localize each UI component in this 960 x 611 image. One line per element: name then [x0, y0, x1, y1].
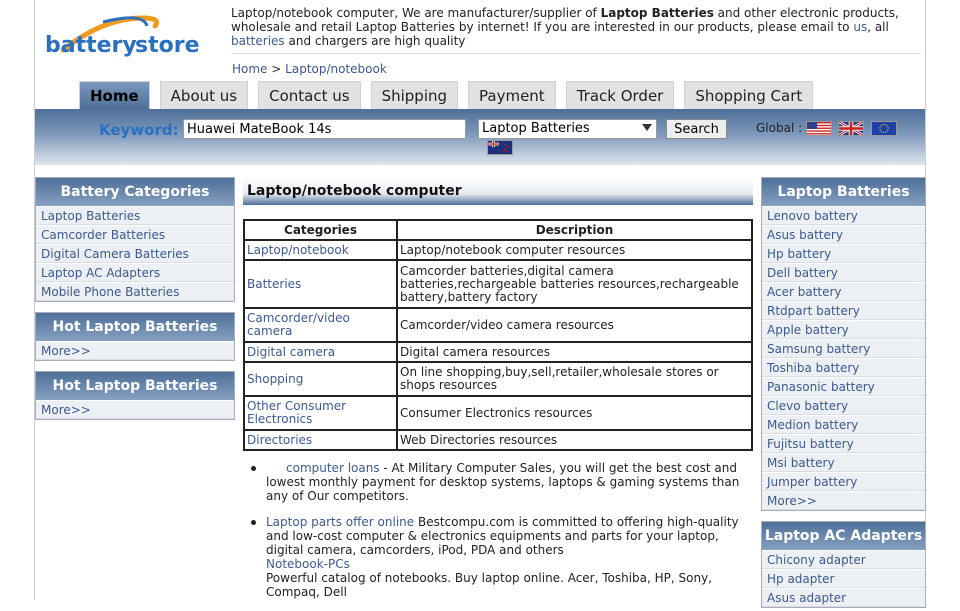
- category-laptop-batteries: Laptop Batteries: [36, 206, 234, 225]
- partner-links: [243, 461, 753, 611]
- laptop-battery-link[interactable]: Samsung battery: [767, 342, 871, 356]
- hot-laptop-batteries-title: Hot Laptop Batteries: [36, 372, 234, 400]
- more-link[interactable]: More>>: [41, 403, 91, 417]
- laptop-battery-link[interactable]: Msi battery: [767, 456, 835, 470]
- column-header-categories: Categories: [244, 220, 397, 240]
- laptop-batteries-box: [761, 177, 926, 511]
- laptop-battery-link[interactable]: Medion battery: [767, 418, 859, 432]
- main-content: [243, 177, 753, 599]
- main-nav-tabs: [79, 81, 823, 109]
- ac-adapter-item: [762, 569, 925, 588]
- laptop-battery-item: [762, 472, 925, 491]
- category-description: Consumer Electronics resources: [397, 396, 752, 430]
- battery-categories-box: [35, 177, 235, 302]
- laptop-battery-link[interactable]: Asus battery: [767, 228, 843, 242]
- laptop-battery-item: [762, 206, 925, 225]
- list-item: computer loans - At Military Computer Sales, you will get the best cost and lowest monthly payment for desktop systems, laptops & gaming systems than any of Our competitors.: [243, 461, 753, 503]
- hot-laptop-batteries-box-1: [35, 312, 235, 361]
- category-select[interactable]: [478, 119, 657, 139]
- tab-home[interactable]: Home: [79, 81, 150, 109]
- tab-about-us[interactable]: About us: [160, 81, 248, 109]
- hot-more-link-item: [36, 400, 234, 419]
- laptop-battery-link[interactable]: Dell battery: [767, 266, 838, 280]
- more-link[interactable]: More>>: [41, 344, 91, 358]
- laptop-battery-link[interactable]: Rtdpart battery: [767, 304, 860, 318]
- laptop-battery-item: [762, 377, 925, 396]
- category-link[interactable]: Laptop/notebook: [247, 242, 349, 257]
- category-description: Camcorder batteries,digital camera batteries,rechargeable batteries resources,rechargeable battery,battery factory: [397, 260, 752, 308]
- laptop-battery-item: [762, 301, 925, 320]
- computer-loans-link[interactable]: computer loans: [286, 461, 380, 475]
- notebook-pcs-link[interactable]: Notebook-PCs: [266, 557, 350, 571]
- page: [34, 0, 926, 605]
- chevron-down-icon: [642, 124, 652, 131]
- eu-flag-icon[interactable]: [871, 121, 897, 136]
- batteries-link[interactable]: batteries: [231, 34, 285, 48]
- bullet-icon: [251, 466, 256, 471]
- intro-text: Laptop/notebook computer, We are manufacturer/supplier of Laptop Batteries and other electronic products, wholesale and retail Laptop Batteries by internet! If you are interested in our products, please email to us, all batteries and chargers are high quality: [231, 6, 899, 48]
- laptop-battery-link[interactable]: Toshiba battery: [767, 361, 860, 375]
- battery-store-logo[interactable]: [43, 12, 203, 62]
- category-mobile-phone-batteries: Mobile Phone Batteries: [36, 282, 234, 301]
- category-description: Camcorder/video camera resources: [397, 308, 752, 342]
- search-bar: [35, 109, 925, 165]
- category-link[interactable]: Batteries: [247, 276, 302, 291]
- laptop-battery-link[interactable]: Acer battery: [767, 285, 842, 299]
- hot-more-link-item: [36, 341, 234, 360]
- category-laptop-ac-adapters: Laptop AC Adapters: [36, 263, 234, 282]
- hot-laptop-batteries-box-2: [35, 371, 235, 420]
- list-item: Notebook-PCs Powerful catalog of notebooks. Buy laptop online. Acer, Toshiba, HP, Sony, Compaq, Dell: [266, 557, 713, 599]
- laptop-battery-item: [762, 434, 925, 453]
- laptop-battery-item: [762, 415, 925, 434]
- category-description: Laptop/notebook computer resources: [397, 240, 752, 260]
- laptop-ac-adapters-box: [761, 521, 926, 608]
- logo-text-battery: battery: [45, 33, 137, 58]
- tab-shipping[interactable]: Shipping: [371, 81, 458, 109]
- list-item: Laptop parts offer online Bestcompu.com is committed to offering high-quality and low-cost computer & electronics equipments and parts for your laptop, digital camera, camcorders, iPod, PDA and others: [243, 515, 753, 557]
- table-row: [244, 240, 752, 260]
- category-camcorder-batteries: Camcorder Batteries: [36, 225, 234, 244]
- laptop-battery-item: [762, 282, 925, 301]
- table-row: [244, 362, 752, 396]
- hot-laptop-batteries-title: Hot Laptop Batteries: [36, 313, 234, 341]
- laptop-battery-item: [762, 396, 925, 415]
- laptop-battery-link[interactable]: Jumper battery: [767, 475, 858, 489]
- category-digital-camera-batteries: Digital Camera Batteries: [36, 244, 234, 263]
- laptop-battery-link[interactable]: Lenovo battery: [767, 209, 858, 223]
- page-title: Laptop/notebook computer: [243, 177, 753, 205]
- search-button[interactable]: Search: [666, 119, 727, 139]
- ac-adapter-link[interactable]: Hp adapter: [767, 572, 835, 586]
- ac-adapter-link[interactable]: Asus adapter: [767, 591, 847, 605]
- laptop-battery-link[interactable]: More>>: [767, 494, 817, 508]
- ac-adapter-item: [762, 550, 925, 569]
- laptop-parts-link[interactable]: Laptop parts offer online: [266, 515, 415, 529]
- categories-table: [243, 219, 753, 451]
- category-link[interactable]: Shopping: [247, 371, 304, 386]
- intro-divider: [231, 53, 921, 54]
- battery-categories-title: Battery Categories: [36, 178, 234, 206]
- category-description: On line shopping,buy,sell,retailer,wholesale stores or shops resources: [397, 362, 752, 396]
- column-header-description: Description: [397, 220, 752, 240]
- table-row: [244, 308, 752, 342]
- tab-contact-us[interactable]: Contact us: [258, 81, 360, 109]
- tab-payment[interactable]: Payment: [468, 81, 556, 109]
- laptop-battery-item: [762, 358, 925, 377]
- breadcrumb-separator: >: [271, 62, 282, 76]
- laptop-battery-link[interactable]: Panasonic battery: [767, 380, 875, 394]
- tab-track-order[interactable]: Track Order: [566, 81, 675, 109]
- laptop-battery-link[interactable]: Fujitsu battery: [767, 437, 854, 451]
- category-link[interactable]: Directories: [247, 432, 313, 447]
- category-description: Digital camera resources: [397, 342, 752, 362]
- laptop-battery-item: [762, 453, 925, 472]
- keyword-label: Keyword:: [99, 121, 179, 139]
- laptop-battery-link[interactable]: Hp battery: [767, 247, 832, 261]
- laptop-battery-item: [762, 491, 925, 510]
- keyword-input[interactable]: [183, 119, 466, 139]
- table-row: [244, 430, 752, 450]
- table-header-row: [244, 220, 752, 240]
- laptop-ac-adapters-title: Laptop AC Adapters: [762, 522, 925, 550]
- category-link[interactable]: Digital camera: [247, 344, 336, 359]
- ac-adapter-item: [762, 588, 925, 607]
- us-flag-icon[interactable]: [806, 121, 832, 136]
- table-row: [244, 342, 752, 362]
- laptop-battery-item: [762, 320, 925, 339]
- breadcrumb-current[interactable]: Laptop/notebook: [285, 62, 387, 76]
- category-link[interactable]: Other Consumer Electronics: [247, 399, 347, 426]
- ac-adapter-link[interactable]: Chicony adapter: [767, 553, 866, 567]
- laptop-batteries-title: Laptop Batteries: [762, 178, 925, 206]
- laptop-battery-item: [762, 244, 925, 263]
- laptop-battery-item: [762, 225, 925, 244]
- laptop-battery-item: [762, 263, 925, 282]
- table-row: [244, 396, 752, 430]
- breadcrumb: [232, 62, 387, 76]
- laptop-battery-link[interactable]: Clevo battery: [767, 399, 849, 413]
- laptop-battery-item: [762, 339, 925, 358]
- breadcrumb-home[interactable]: Home: [232, 62, 268, 76]
- tab-shopping-cart[interactable]: Shopping Cart: [684, 81, 813, 109]
- category-select-value: Laptop Batteries: [482, 121, 590, 136]
- logo-text-store: store: [135, 33, 200, 58]
- email-us-link[interactable]: us: [853, 20, 868, 34]
- category-description: Web Directories resources: [397, 430, 752, 450]
- category-link[interactable]: Camcorder/video camera: [247, 311, 350, 338]
- laptop-battery-link[interactable]: Apple battery: [767, 323, 849, 337]
- table-row: [244, 260, 752, 308]
- bullet-icon: [251, 520, 256, 525]
- nz-flag-icon[interactable]: [487, 140, 513, 155]
- global-label: Global :: [756, 121, 803, 135]
- uk-flag-icon[interactable]: [838, 121, 864, 136]
